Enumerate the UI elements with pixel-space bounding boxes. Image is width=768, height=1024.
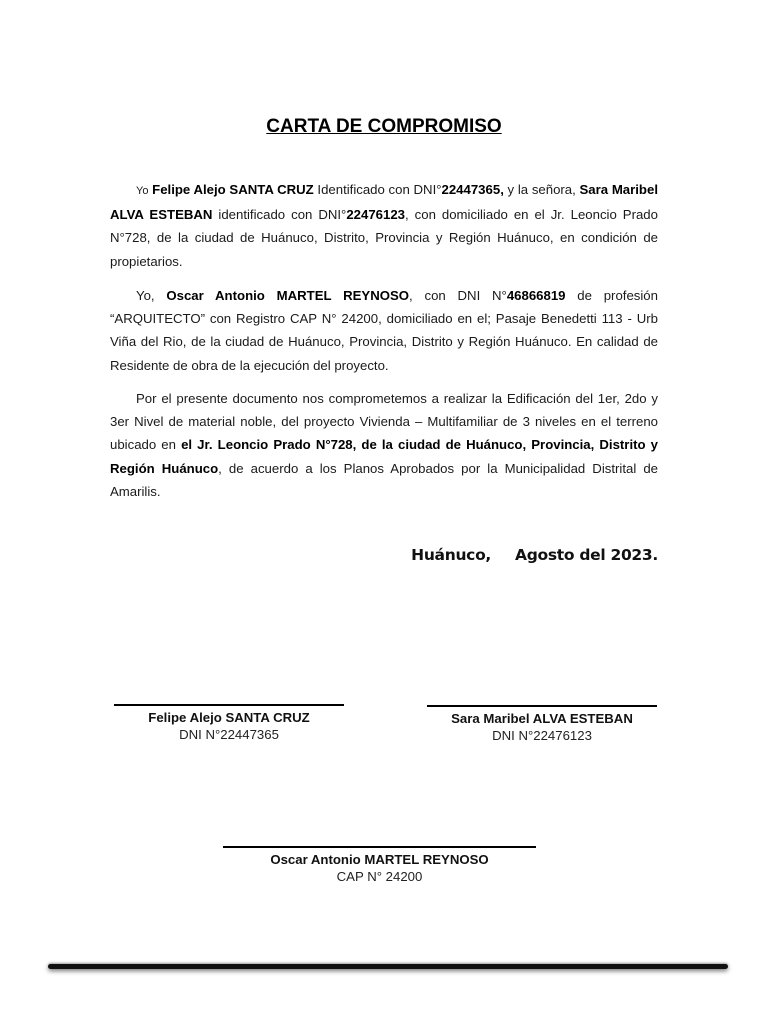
signer-name: Oscar Antonio MARTEL REYNOSO bbox=[270, 852, 489, 867]
text-segment: Yo, bbox=[136, 288, 167, 303]
owner-dni-1: 22447365, bbox=[441, 182, 504, 197]
paragraph-commitment bbox=[110, 387, 658, 503]
text-segment: , con DNI N° bbox=[409, 288, 507, 303]
text-segment: , con domiciliado en el Jr. Leoncio Prado N°728, de la ciudad de Huánuco, Distrito, Provincia y Región Huánuco, en condición de propietarios. bbox=[110, 207, 658, 269]
date: Agosto del 2023 bbox=[515, 546, 653, 564]
signature-architect bbox=[223, 846, 536, 884]
architect-name: Oscar Antonio MARTEL REYNOSO bbox=[166, 288, 410, 303]
text-segment: Por el presente documento nos comprometemos a realizar la Edificación del 1er, 2do y 3er Nivel de material noble, del proyecto Vivienda – Multifamiliar de 3 niveles en el terreno ubicado en bbox=[110, 391, 658, 453]
place-date bbox=[411, 546, 658, 564]
text-segment: y la señora, bbox=[503, 182, 580, 197]
date-period: . bbox=[652, 546, 658, 564]
architect-dni: 46866819 bbox=[506, 288, 566, 303]
signer-cap: CAP N° 24200 bbox=[336, 869, 423, 884]
signature-line bbox=[223, 846, 536, 848]
text-segment: , de acuerdo a los Planos Aprobados por la Municipalidad Distrital de Amarilis. bbox=[110, 460, 658, 499]
text-yo: Yo bbox=[136, 185, 149, 197]
owner-name-1: Felipe Alejo SANTA CRUZ bbox=[152, 182, 314, 197]
paragraph-architect bbox=[110, 284, 658, 377]
signature-owner-2 bbox=[427, 705, 657, 743]
signer-dni: DNI N°22447365 bbox=[179, 727, 279, 742]
place: Huánuco, bbox=[411, 546, 492, 564]
signature-owner-1 bbox=[114, 704, 344, 742]
paragraph-owners bbox=[110, 178, 658, 273]
signature-line bbox=[114, 704, 344, 706]
page-title: CARTA DE COMPROMISO bbox=[266, 116, 502, 137]
footer-rule bbox=[48, 964, 728, 969]
owner-name-2: Sara Maribel ALVA ESTEBAN bbox=[110, 182, 658, 223]
text-segment: de profesión “ARQUITECTO” con Registro CAP N° 24200, domiciliado en el; Pasaje Benedetti 113 - Urb Viña del Rio, de la ciudad de Huánuco, Provincia, Distrito y Región Huánuco. En calidad de Residente de obra de la ejecución del proyecto. bbox=[110, 288, 658, 373]
text-segment: Identificado con DNI° bbox=[313, 182, 442, 197]
signature-line bbox=[427, 705, 657, 707]
owner-dni-2: 22476123 bbox=[346, 207, 406, 223]
text-segment: identificado con DNI° bbox=[212, 207, 347, 223]
property-address: el Jr. Leoncio Prado N°728, de la ciudad de Huánuco, Provincia, Distrito y Región Huánuco bbox=[110, 437, 658, 476]
signer-name: Felipe Alejo SANTA CRUZ bbox=[148, 710, 310, 725]
signer-name: Sara Maribel ALVA ESTEBAN bbox=[451, 711, 633, 726]
signer-dni: DNI N°22476123 bbox=[492, 728, 592, 743]
